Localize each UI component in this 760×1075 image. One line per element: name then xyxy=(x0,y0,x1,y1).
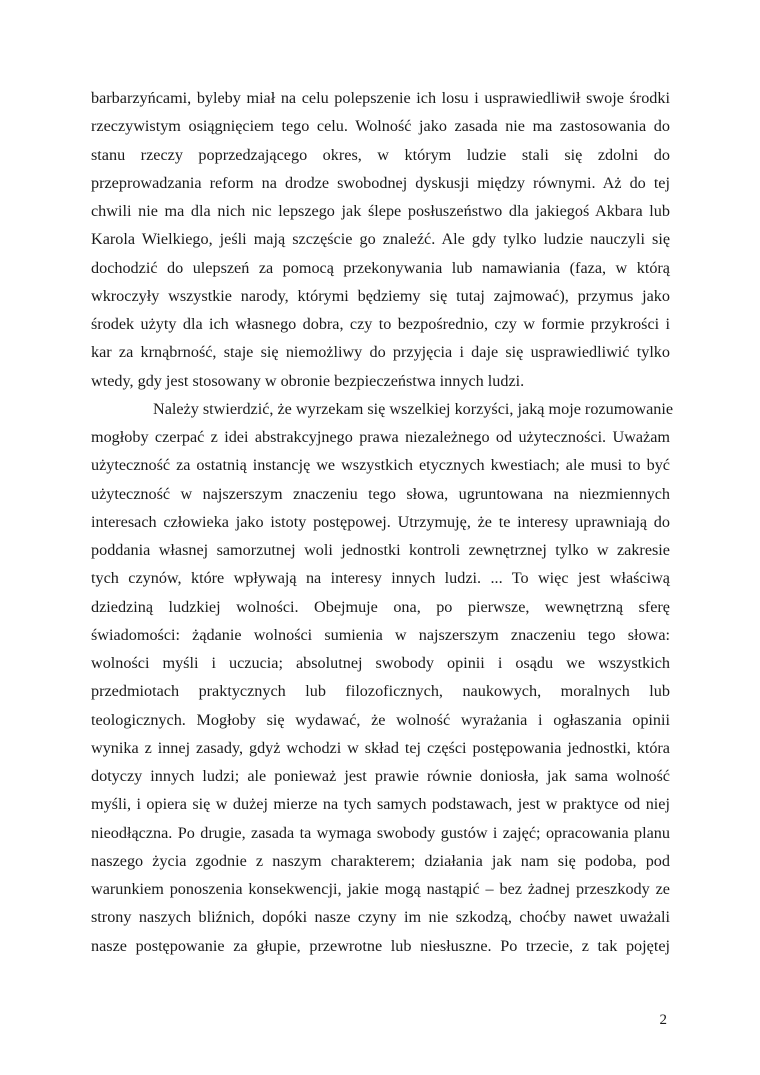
text-line: chwili nie ma dla nich nic lepszego jak ślepe posłuszeństwo dla jakiegoś Akbara lub xyxy=(91,202,670,220)
paragraph-1 xyxy=(91,84,670,395)
text-line: wolności myśli i uczucia; absolutnej swobody opinii i osądu we wszystkich xyxy=(91,654,670,672)
text-line: środek użyty dla ich własnego dobra, czy to bezpośrednio, czy w formie przykrości i xyxy=(91,315,670,333)
text-line: stanu rzeczy poprzedzającego okres, w którym ludzie stali się zdolni do xyxy=(91,145,670,164)
text-line: Karola Wielkiego, jeśli mają szczęście go znaleźć. Ale gdy tylko ludzie nauczyli się xyxy=(91,230,670,249)
text-line: myśli, i opiera się w dużej mierze na tych samych podstawach, jest w praktyce od niej xyxy=(91,795,670,814)
text-line: kar za krnąbrność, staje się niemożliwy do przyjęcia i daje się usprawiedliwić tylko xyxy=(91,343,670,362)
text-line: barbarzyńcami, byleby miał na celu polepszenie ich losu i usprawiedliwił swoje środki xyxy=(91,89,670,107)
text-line: nieodłączna. Po drugie, zasada ta wymaga swobody gustów i zajęć; opracowania planu xyxy=(91,823,670,842)
document-body xyxy=(91,84,674,960)
text-line: Należy stwierdzić, że wyrzekam się wszelkiej korzyści, jaką moje rozumowanie xyxy=(153,399,674,418)
text-line: interesach człowieka jako istoty postępowej. Utrzymuję, że te interesy uprawniają do xyxy=(91,512,670,531)
text-line: wkroczyły wszystkie narody, którymi będziemy się tutaj zajmować), przymus jako xyxy=(91,286,670,305)
page-number: 2 xyxy=(659,1012,667,1028)
text-line: wtedy, gdy jest stosowany w obronie bezpieczeństwa innych ludzi. xyxy=(91,371,525,390)
text-line: mogłoby czerpać z idei abstrakcyjnego prawa niezależnego od użyteczności. Uważam xyxy=(91,428,670,446)
text-line: poddania własnej samorzutnej woli jednostki kontroli zewnętrznej tylko w zakresie xyxy=(91,541,670,559)
text-line: przeprowadzania reform na drodze swobodnej dyskusji między równymi. Aż do tej xyxy=(91,173,670,192)
text-line: nasze postępowanie za głupie, przewrotne lub niesłuszne. Po trzecie, z tak pojętej xyxy=(91,936,670,955)
text-line: naszego życia zgodnie z naszym charakterem; działania jak nam się podoba, pod xyxy=(91,851,670,870)
text-line: dochodzić do ulepszeń za pomocą przekonywania lub namawiania (faza, w którą xyxy=(91,258,670,277)
text-line: wynika z innej zasady, gdyż wchodzi w skład tej części postępowania jednostki, która xyxy=(91,738,670,757)
text-line: rzeczywistym osiągnięciem tego celu. Wolność jako zasada nie ma zastosowania do xyxy=(91,117,670,136)
text-line: użyteczność za ostatnią instancję we wszystkich etycznych kwestiach; ale musi to być xyxy=(91,456,670,475)
text-line: użyteczność w najszerszym znaczeniu tego słowa, ugruntowana na niezmiennych xyxy=(91,484,670,503)
text-line: warunkiem ponoszenia konsekwencji, jakie mogą nastąpić – bez żadnej przeszkody ze xyxy=(91,880,670,898)
text-line: dotyczy innych ludzi; ale ponieważ jest prawie równie doniosła, jak sama wolność xyxy=(91,767,670,785)
text-line: dziedziną ludzkiej wolności. Obejmuje ona, po pierwsze, wewnętrzną sferę xyxy=(91,597,670,616)
text-line: świadomości: żądanie wolności sumienia w najszerszym znaczeniu tego słowa: xyxy=(91,625,670,644)
paragraph-2 xyxy=(91,395,674,960)
text-line: strony naszych bliźnich, dopóki nasze czyny im nie szkodzą, choćby nawet uważali xyxy=(91,908,670,927)
text-line: przedmiotach praktycznych lub filozoficznych, naukowych, moralnych lub xyxy=(91,682,670,701)
text-line: tych czynów, które wpływają na interesy innych ludzi. ... To więc jest właściwą xyxy=(91,569,670,588)
text-line: teologicznych. Mogłoby się wydawać, że wolność wyrażania i ogłaszania opinii xyxy=(91,710,670,729)
